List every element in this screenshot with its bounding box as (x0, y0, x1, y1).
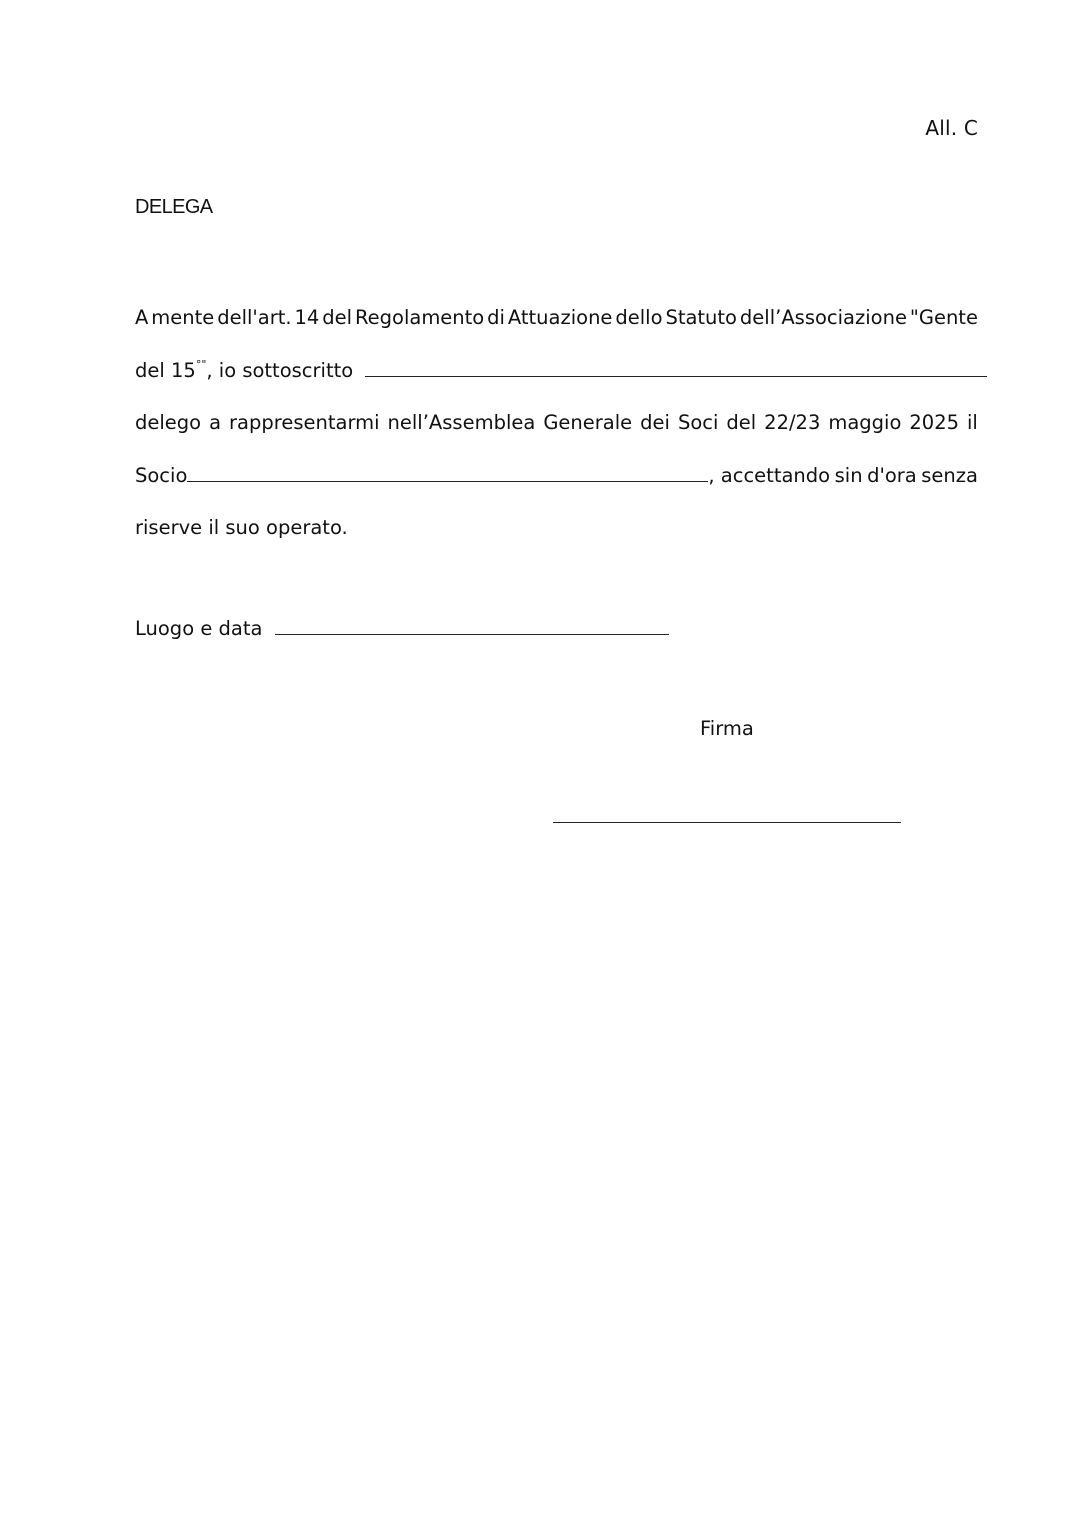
word: Soci (677, 411, 719, 434)
word: dello (615, 306, 663, 329)
word: sin (834, 463, 863, 487)
word: senza (921, 463, 978, 487)
paragraph-line-1 (135, 292, 978, 345)
word: dell’Associazione (739, 306, 907, 329)
text-fragment: , io sottoscritto (206, 358, 354, 382)
delegation-paragraph (135, 292, 978, 555)
word: maggio (828, 411, 902, 434)
paragraph-line-4 (135, 450, 978, 503)
paragraph-line-3 (135, 397, 978, 450)
paragraph-line-5: riserve il suo operato. (135, 516, 348, 539)
undersigned-name-field[interactable] (365, 354, 987, 377)
socio-segment (135, 450, 830, 503)
place-date-label: Luogo e data (135, 617, 263, 640)
word: rappresentarmi (229, 411, 380, 434)
paragraph-line-2 (135, 345, 978, 398)
signature-underline (553, 800, 901, 823)
word: , accettando (708, 463, 831, 487)
signature-label: Firma (700, 717, 754, 740)
word: d'ora (867, 463, 917, 487)
word: Attuazione (507, 306, 613, 329)
word: del (322, 306, 353, 329)
text-fragment: del 15 (135, 358, 196, 382)
word: a (209, 411, 222, 434)
word: Generale (543, 411, 633, 434)
word: 22/23 (764, 411, 821, 434)
word: nell’Assemblea (387, 411, 536, 434)
word: mente (151, 306, 215, 329)
word: di (487, 306, 505, 329)
word: il (967, 411, 978, 434)
word: dei (640, 411, 670, 434)
word: "Gente (909, 306, 978, 329)
word: 14 (294, 306, 320, 329)
word: Statuto (665, 306, 737, 329)
document-title: DELEGA (135, 196, 213, 218)
word: Regolamento (354, 306, 485, 329)
signature-field[interactable] (553, 800, 901, 827)
place-date-row (135, 612, 669, 640)
attachment-label: All. C (925, 116, 978, 140)
word: del (726, 411, 757, 434)
word: 2025 (909, 411, 960, 434)
text-fragment: Socio (135, 463, 188, 487)
word: dell'art. (217, 306, 292, 329)
place-date-field[interactable] (275, 612, 669, 635)
word: A (135, 306, 149, 329)
delegate-member-field[interactable] (187, 459, 708, 482)
word: delego (135, 411, 202, 434)
superscript-mark: °" (195, 357, 207, 371)
